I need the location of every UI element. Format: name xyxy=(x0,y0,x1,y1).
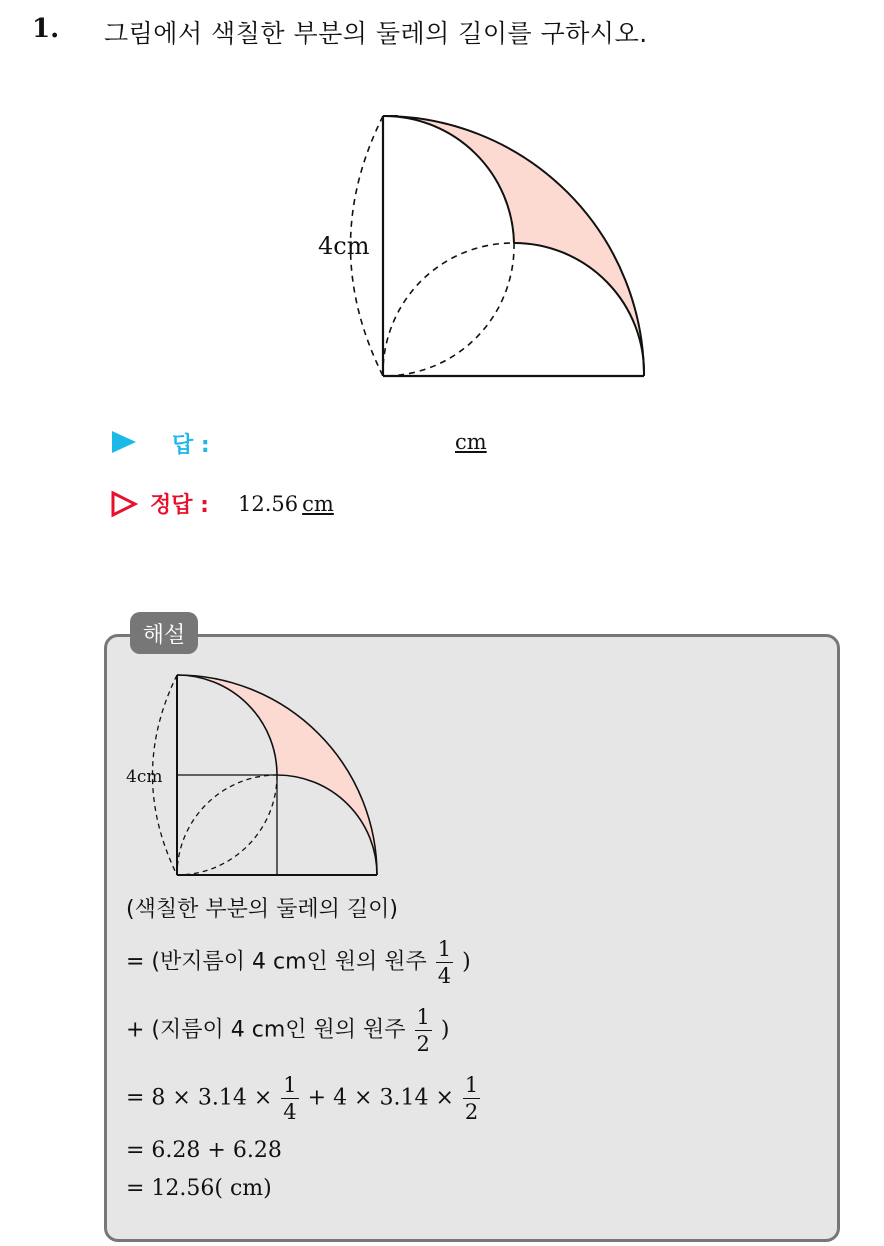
answer-label: 답 : xyxy=(172,433,210,458)
solution-label: 정답 : xyxy=(150,493,209,518)
expl-figure-label: 4cm xyxy=(126,767,163,787)
expl-upper-dashed xyxy=(177,775,277,875)
fraction-1-4-b: $\frac{1}{4}$ xyxy=(283,1073,297,1124)
solution-value: 12.56 xyxy=(238,492,299,516)
explanation-line-4: = 8 × 3.14 × $\frac{1}{4}$ + 4 × 3.14 × $\frac{1}{2}$ xyxy=(126,1073,479,1124)
expl-upper-arc xyxy=(177,675,277,775)
fraction-1-4: $\frac{1}{4}$ xyxy=(437,937,452,988)
fraction-1-2-b: $\frac{1}{2}$ xyxy=(464,1073,479,1124)
explanation-line-3: + (지름이 4 cm인 원의 원주 $\frac{1}{2}$ ) xyxy=(126,1005,450,1056)
explanation-line-5: = 6.28 + 6.28 xyxy=(126,1138,282,1163)
fraction-1-2: $\frac{1}{2}$ xyxy=(416,1005,430,1056)
explanation-line-6: = 12.56( cm) xyxy=(126,1176,272,1201)
explanation-tag: 해설 xyxy=(130,612,198,654)
answer-unit: cm xyxy=(455,430,487,454)
explanation-line-2: = (반지름이 4 cm인 원의 원주 $\frac{1}{4}$ ) xyxy=(126,937,471,988)
figure-label: 4cm xyxy=(318,232,370,260)
expl-right-dashed xyxy=(177,775,277,875)
expl-right-arc xyxy=(277,775,377,875)
explanation-line-1: (색칠한 부분의 둘레의 길이) xyxy=(126,897,398,922)
question-text: 그림에서 색칠한 부분의 둘레의 길이를 구하시오. xyxy=(104,19,648,48)
solution-unit: cm xyxy=(302,492,334,516)
question-number: 1. xyxy=(32,14,60,44)
